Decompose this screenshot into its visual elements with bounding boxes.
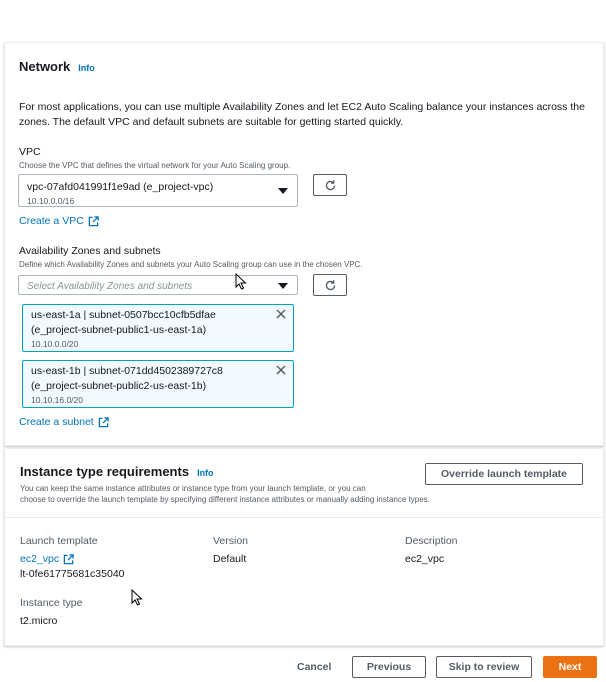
subnet-token-cidr: 10.10.16.0/20 <box>31 395 83 405</box>
previous-button[interactable]: Previous <box>352 656 426 678</box>
next-button[interactable]: Next <box>543 656 597 678</box>
network-heading <box>19 59 95 74</box>
external-link-icon <box>63 554 74 565</box>
launch-template-link[interactable] <box>20 553 74 565</box>
vpc-label: VPC <box>19 146 41 158</box>
subnet-token <box>22 360 294 408</box>
vpc-cidr: 10.10.0.0/16 <box>27 196 75 206</box>
cancel-button[interactable]: Cancel <box>297 661 332 673</box>
instance-title: Instance type requirements <box>20 464 190 479</box>
chevron-down-icon <box>278 283 288 289</box>
vpc-hint: Choose the VPC that defines the virtual network for your Auto Scaling group. <box>19 161 291 170</box>
subnet-token-name: (e_project-subnet-public2-us-east-1b) <box>31 380 207 392</box>
create-vpc-label: Create a VPC <box>19 215 84 227</box>
version-value: Default <box>213 553 247 565</box>
network-description: For most applications, you can use multiple Availability Zones and let EC2 Auto Scaling balance your instances across the zones. The default VPC and default subnets are suitable for getting started quickly. <box>19 101 585 128</box>
subnet-token-id: us-east-1b | subnet-071dd4502389727c8 <box>31 365 223 377</box>
version-label: Version <box>213 535 249 547</box>
skip-to-review-button[interactable]: Skip to review <box>436 656 532 678</box>
az-refresh-button[interactable] <box>313 274 347 296</box>
instance-type-panel <box>4 448 604 646</box>
mouse-cursor-icon <box>131 589 143 606</box>
launch-template-id: lt-0fe61775681c35040 <box>20 568 125 580</box>
az-select[interactable] <box>18 275 298 295</box>
network-title: Network <box>19 59 71 74</box>
launch-template-label: Launch template <box>20 535 98 547</box>
instance-heading <box>20 464 214 479</box>
az-hint: Define which Availability Zones and subnets your Auto Scaling group can use in the chosen VPC. <box>19 260 363 269</box>
subnet-token <box>22 304 294 352</box>
description-value: ec2_vpc <box>405 553 445 565</box>
external-link-icon <box>88 216 99 227</box>
close-icon[interactable] <box>275 308 287 320</box>
close-icon[interactable] <box>275 364 287 376</box>
external-link-icon <box>98 417 109 428</box>
refresh-icon <box>324 279 337 292</box>
divider <box>5 517 603 518</box>
instance-description-2: choose to override the launch template by specifying different instance attributes or manually adding instance types. <box>20 495 430 504</box>
description-label: Description <box>405 535 458 547</box>
create-subnet-label: Create a subnet <box>19 416 94 428</box>
chevron-down-icon <box>278 188 288 194</box>
az-label: Availability Zones and subnets <box>19 245 161 257</box>
create-subnet-link[interactable] <box>19 416 109 428</box>
instance-info-link[interactable]: Info <box>197 468 214 478</box>
vpc-selected-value: vpc-07afd041991f1e9ad (e_project-vpc) <box>27 181 214 193</box>
instance-type-label: Instance type <box>20 597 83 609</box>
create-vpc-link[interactable] <box>19 215 99 227</box>
instance-description-1: You can keep the same instance attributes or instance type from your launch template, or you can <box>20 484 366 493</box>
subnet-token-id: us-east-1a | subnet-0507bcc10cfb5dfae <box>31 309 216 321</box>
launch-template-name: ec2_vpc <box>20 553 60 565</box>
mouse-cursor-icon <box>235 273 247 290</box>
vpc-refresh-button[interactable] <box>313 174 347 196</box>
vpc-select[interactable] <box>18 174 298 207</box>
override-launch-template-button[interactable]: Override launch template <box>425 463 583 485</box>
subnet-token-cidr: 10.10.0.0/20 <box>31 339 79 349</box>
network-info-link[interactable]: Info <box>78 63 95 73</box>
instance-type-value: t2.micro <box>20 615 58 627</box>
az-placeholder: Select Availability Zones and subnets <box>27 281 193 292</box>
subnet-token-name: (e_project-subnet-public1-us-east-1a) <box>31 324 207 336</box>
refresh-icon <box>324 179 337 192</box>
network-panel <box>4 42 604 446</box>
